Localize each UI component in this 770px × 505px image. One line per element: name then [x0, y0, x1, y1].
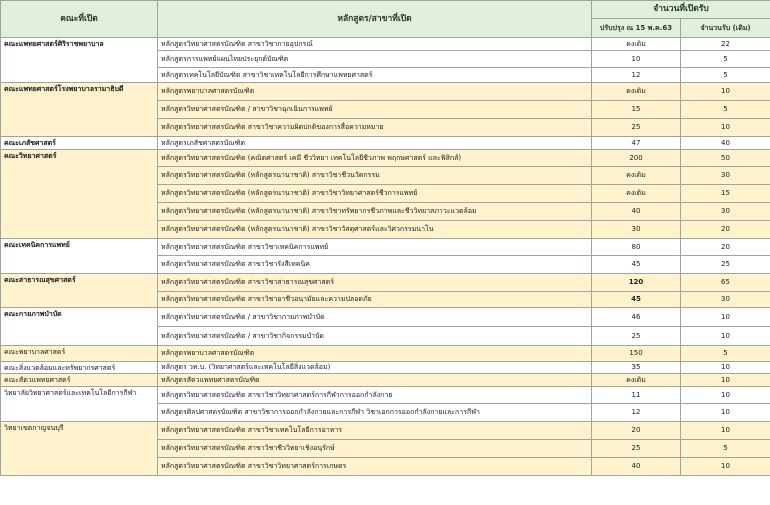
program-cell: หลักสูตรวิทยาศาสตรบัณฑิต สาขาวิชาชีววิทยาเชิงอนุรักษ์: [158, 440, 592, 458]
revised-count-cell: 12: [592, 404, 681, 422]
revised-count-cell: คงเดิม: [592, 38, 681, 51]
original-count-cell: 20: [681, 221, 770, 239]
original-count-cell: 10: [681, 119, 770, 137]
faculty-cell: คณะแพทยศาสตร์โรงพยาบาลรามาธิบดี: [1, 83, 158, 137]
original-count-cell: 5: [681, 68, 770, 83]
program-cell: หลักสูตรวิทยาศาสตรบัณฑิต / สาขาวิชากายภาพบำบัด: [158, 308, 592, 327]
revised-count-cell: 15: [592, 101, 681, 119]
faculty-cell: คณะสัตวแพทยศาสตร์: [1, 374, 158, 387]
faculty-cell: คณะสิ่งแวดล้อมและทรัพยากรศาสตร์: [1, 362, 158, 374]
table-row: [1, 308, 770, 327]
original-count-cell: 10: [681, 458, 770, 476]
faculty-cell: วิทยาเขตกาญจนบุรี: [1, 422, 158, 476]
table-row: [1, 38, 770, 51]
program-cell: หลักสูตรเภสัชศาสตรบัณฑิต: [158, 137, 592, 150]
program-cell: หลักสูตรวิทยาศาสตรบัณฑิต สาขาวิชาเทคโนโลยีการอาหาร: [158, 422, 592, 440]
original-count-cell: 10: [681, 404, 770, 422]
program-cell: หลักสูตรวิทยาศาสตรบัณฑิต สาขาวิชาวิทยาศาสตร์การเกษตร: [158, 458, 592, 476]
program-cell: หลักสูตรวิทยาศาสตรบัณฑิต สาขาวิชาความผิดปกติของการสื่อความหมาย: [158, 119, 592, 137]
original-count-cell: 10: [681, 374, 770, 387]
original-count-cell: 10: [681, 308, 770, 327]
revised-count-cell: 35: [592, 362, 681, 374]
revised-count-cell: คงเดิม: [592, 374, 681, 387]
revised-count-cell: 10: [592, 51, 681, 68]
original-count-cell: 25: [681, 256, 770, 274]
revised-count-cell: 12: [592, 68, 681, 83]
revised-count-cell: 46: [592, 308, 681, 327]
original-count-cell: 30: [681, 167, 770, 185]
table-row: [1, 387, 770, 404]
original-count-cell: 10: [681, 387, 770, 404]
revised-count-cell: 120: [592, 274, 681, 292]
program-cell: หลักสูตรวิทยาศาสตรบัณฑิต สาขาวิชาอาชีวอนามัยและความปลอดภัย: [158, 292, 592, 308]
table-row: [1, 346, 770, 362]
program-cell: หลักสูตรวิทยาศาสตรบัณฑิต สาขาวิชาสาธารณสุขศาสตร์: [158, 274, 592, 292]
program-cell: หลักสูตรศิลปศาสตรบัณฑิต สาขาวิชาการออกกำลังกายและการกีฬา วิชาเอกการออกกำลังกายและการกีฬา: [158, 404, 592, 422]
header-original: จำนวนรับ (เดิม): [681, 19, 770, 38]
revised-count-cell: คงเดิม: [592, 83, 681, 101]
table-row: [1, 137, 770, 150]
original-count-cell: 40: [681, 137, 770, 150]
table-row: [1, 239, 770, 256]
original-count-cell: 5: [681, 440, 770, 458]
program-cell: หลักสูตรวิทยาศาสตรบัณฑิต (คณิตศาสตร์ เคมี ชีววิทยา เทคโนโลยีชีวภาพ พฤกษศาสตร์ และฟิสิกส์): [158, 150, 592, 167]
original-count-cell: 65: [681, 274, 770, 292]
original-count-cell: 5: [681, 346, 770, 362]
original-count-cell: 5: [681, 51, 770, 68]
table-body: [1, 38, 770, 476]
revised-count-cell: 80: [592, 239, 681, 256]
revised-count-cell: คงเดิม: [592, 167, 681, 185]
header-faculty: คณะที่เปิด: [1, 1, 158, 38]
faculty-cell: คณะพยาบาลศาสตร์: [1, 346, 158, 362]
revised-count-cell: 40: [592, 203, 681, 221]
faculty-cell: คณะวิทยาศาสตร์: [1, 150, 158, 239]
table-row: [1, 150, 770, 167]
faculty-cell: คณะเภสัชศาสตร์: [1, 137, 158, 150]
revised-count-cell: 47: [592, 137, 681, 150]
original-count-cell: 5: [681, 101, 770, 119]
revised-count-cell: 30: [592, 221, 681, 239]
program-cell: หลักสูตร วท.บ. (วิทยาศาสตร์และเทคโนโลยีสิ่งแวดล้อม): [158, 362, 592, 374]
program-cell: หลักสูตรวิทยาศาสตรบัณฑิต (หลักสูตรนานาชาติ) สาขาวิชาทรัพยากรชีวภาพและชีววิทยาสภาวะแวดล้อม: [158, 203, 592, 221]
revised-count-cell: 25: [592, 327, 681, 346]
original-count-cell: 20: [681, 239, 770, 256]
header-admission: จำนวนที่เปิดรับ: [592, 1, 770, 19]
program-cell: หลักสูตรพยาบาลศาสตรบัณฑิต: [158, 346, 592, 362]
program-cell: หลักสูตรวิทยาศาสตรบัณฑิต / สาขาวิชากิจกรรมบำบัด: [158, 327, 592, 346]
original-count-cell: 10: [681, 422, 770, 440]
revised-count-cell: 20: [592, 422, 681, 440]
original-count-cell: 50: [681, 150, 770, 167]
program-cell: หลักสูตรวิทยาศาสตรบัณฑิต (หลักสูตรนานาชาติ) สาขาวิชาวัสดุศาสตร์และวิศวกรรมนาโน: [158, 221, 592, 239]
original-count-cell: 10: [681, 83, 770, 101]
revised-count-cell: 25: [592, 440, 681, 458]
table-row: [1, 422, 770, 440]
program-cell: หลักสูตรสัตวแพทยศาสตรบัณฑิต: [158, 374, 592, 387]
original-count-cell: 22: [681, 38, 770, 51]
original-count-cell: 15: [681, 185, 770, 203]
faculty-cell: คณะเทคนิคการแพทย์: [1, 239, 158, 274]
revised-count-cell: 45: [592, 292, 681, 308]
original-count-cell: 10: [681, 362, 770, 374]
program-cell: หลักสูตรการแพทย์แผนไทยประยุกต์บัณฑิต: [158, 51, 592, 68]
program-cell: หลักสูตรพยาบาลศาสตรบัณฑิต: [158, 83, 592, 101]
program-cell: หลักสูตรวิทยาศาสตรบัณฑิต สาขาวิชาวิทยาศาสตร์การกีฬาการออกกำลังกาย: [158, 387, 592, 404]
revised-count-cell: 200: [592, 150, 681, 167]
revised-count-cell: 40: [592, 458, 681, 476]
revised-count-cell: คงเดิม: [592, 185, 681, 203]
original-count-cell: 30: [681, 203, 770, 221]
faculty-cell: คณะกายภาพบำบัด: [1, 308, 158, 346]
table-row: [1, 83, 770, 101]
table-row: [1, 362, 770, 374]
faculty-cell: คณะแพทยศาสตร์ศิริราชพยาบาล: [1, 38, 158, 83]
program-cell: หลักสูตรวิทยาศาสตรบัณฑิต สาขาวิชารังสีเทคนิค: [158, 256, 592, 274]
program-cell: หลักสูตรวิทยาศาสตรบัณฑิต (หลักสูตรนานาชาติ) สาขาวิชาชีวนวัตกรรม: [158, 167, 592, 185]
faculty-cell: วิทยาลัยวิทยาศาสตร์และเทคโนโลยีการกีฬา: [1, 387, 158, 422]
header-revised: ปรับปรุง ณ 15 พ.ค.63: [592, 19, 681, 38]
original-count-cell: 30: [681, 292, 770, 308]
program-cell: หลักสูตรวิทยาศาสตรบัณฑิต (หลักสูตรนานาชาติ) สาขาวิชาวิทยาศาสตร์ชีวการแพทย์: [158, 185, 592, 203]
revised-count-cell: 45: [592, 256, 681, 274]
program-cell: หลักสูตรวิทยาศาสตรบัณฑิต สาขาวิชากายอุปกรณ์: [158, 38, 592, 51]
revised-count-cell: 25: [592, 119, 681, 137]
table-row: [1, 374, 770, 387]
original-count-cell: 10: [681, 327, 770, 346]
program-cell: หลักสูตรเทคโนโลยีบัณฑิต สาขาวิชาเทคโนโลยีการศึกษาแพทยศาสตร์: [158, 68, 592, 83]
revised-count-cell: 150: [592, 346, 681, 362]
program-cell: หลักสูตรวิทยาศาสตรบัณฑิต สาขาวิชาเทคนิคการแพทย์: [158, 239, 592, 256]
table-row: [1, 274, 770, 292]
header-program: หลักสูตร/สาขาที่เปิด: [158, 1, 592, 38]
faculty-cell: คณะสาธารณสุขศาสตร์: [1, 274, 158, 308]
program-cell: หลักสูตรวิทยาศาสตรบัณฑิต / สาขาวิชาฉุกเฉินการแพทย์: [158, 101, 592, 119]
revised-count-cell: 11: [592, 387, 681, 404]
